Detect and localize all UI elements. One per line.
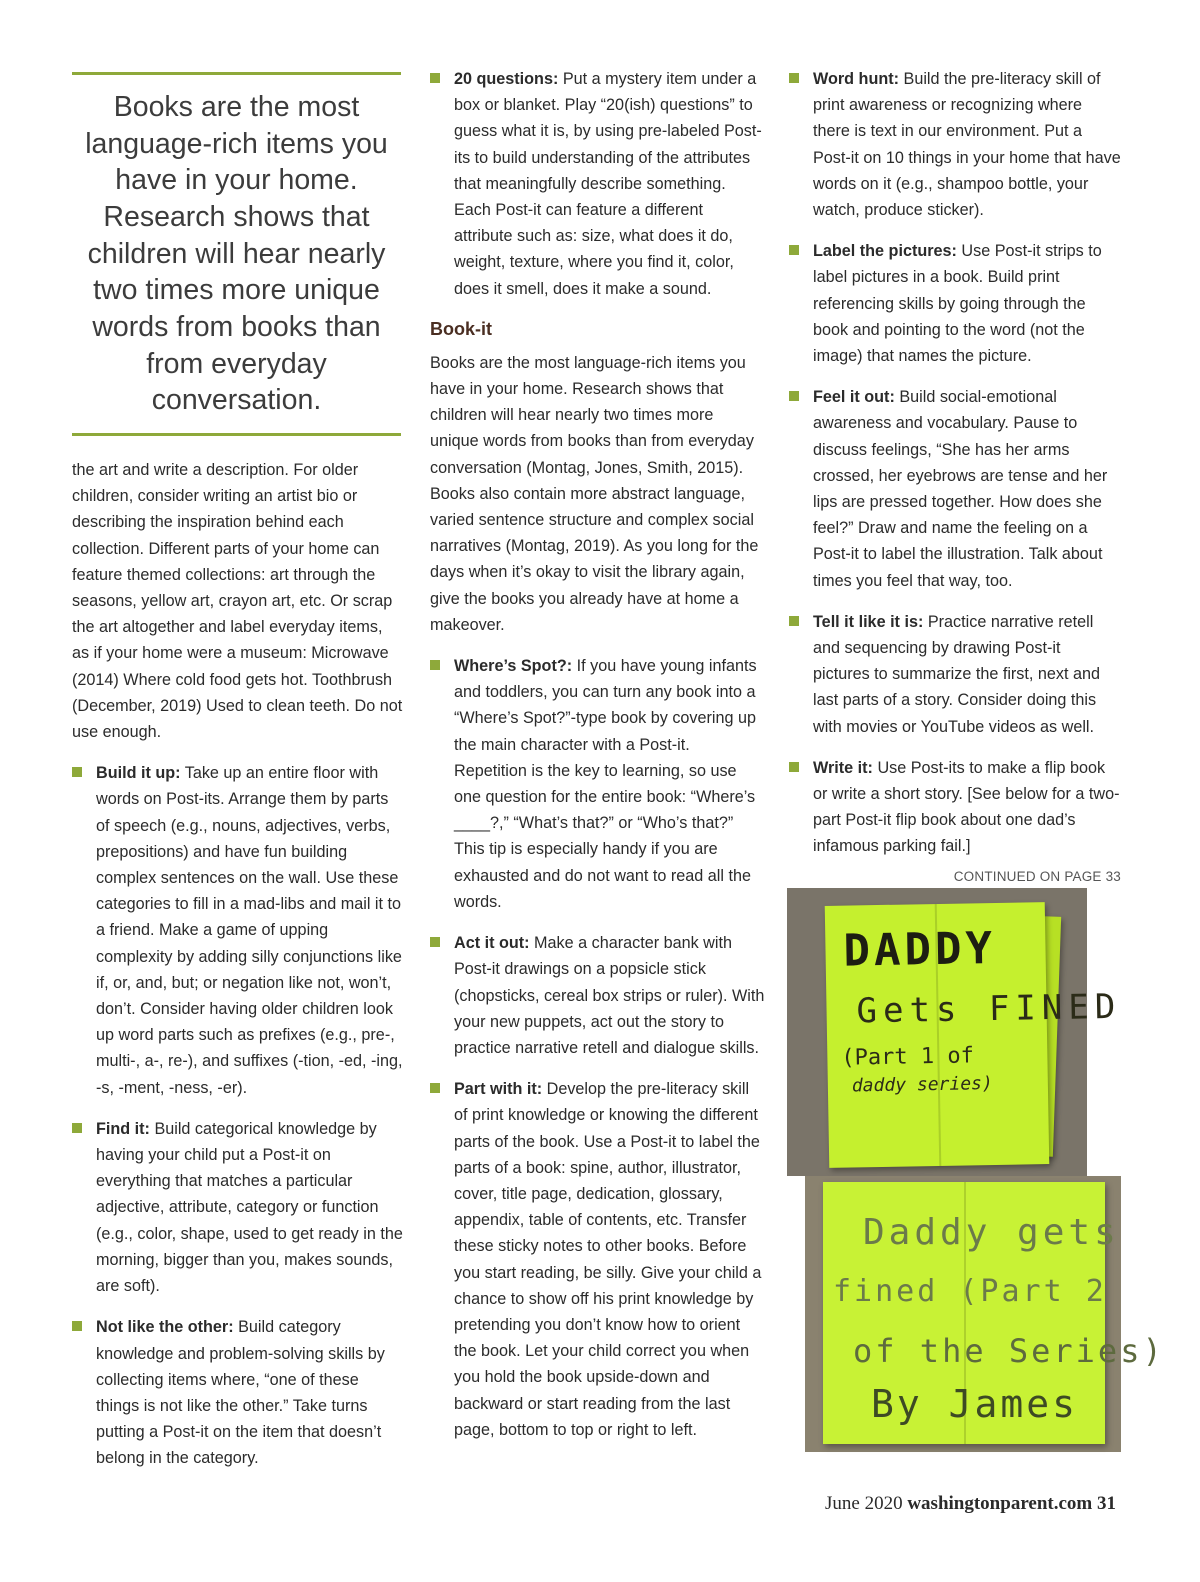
item-text: Build social-emotional awareness and vocabulary. Pause to discuss feelings, “She has her arms crossed, her eyebrows are tense and her lips are pressed together. How does she feel?” Draw and name the feeling on a Post-it to label the illustration. Talk about times you feel that way, too.: [813, 388, 1108, 590]
bullet-square-icon: [789, 391, 799, 401]
item-text: Build categorical knowledge by having your child put a Post-it on everything that matches a particular adjective, attribute, category or function (e.g., color, shape, used to get ready in the morning, bigger than you, makes sounds, are soft).: [96, 1119, 403, 1296]
list-item: [789, 755, 1121, 860]
bullet-square-icon: [72, 1123, 82, 1133]
item-text: Put a mystery item under a box or blanket. Play “20(ish) questions” to guess what it is, by using pre-labeled Post-its to build understanding of the attributes that meaningfully describe something. Each Post-it can feature a different attribute such as: size, what does it do, weight, texture, where you find it, color, does it smell, does it make a sound.: [454, 70, 762, 298]
list-item: [430, 930, 765, 1061]
post-it-note: [825, 902, 1122, 1168]
bullet-square-icon: [789, 73, 799, 83]
column-1-intro: the art and write a description. For older children, consider writing an artist bio or describing the inspiration behind each collection. Different parts of your home can feature themed collections: art through the seasons, yellow art, crayon art, etc. Or scrap the art altogether and label everyday items, as if your home were a museum: Microwave (2014) Where cold food gets hot. Toothbrush (December, 2019) Used to clean teeth. Do not use enough.: [72, 461, 403, 742]
item-text: If you have young infants and toddlers, you can turn any book into a “Where’s Spot?”-type book by covering up the main character with a Post-it. Repetition is the key to learning, so use one question for the entire book: “Where’s ____?,” “What’s that?” or “Who’s that?” This tip is especially handy if you are exhausted and do not want to read all the words.: [454, 657, 757, 911]
post-it-note: [823, 1182, 1165, 1444]
list-item: [430, 66, 765, 302]
page-number: 31: [1097, 1493, 1116, 1514]
item-text: Take up an entire floor with words on Post-its. Arrange them by parts of speech (e.g., nouns, adjectives, verbs, prepositions) and have fun building complex sentences on the wall. Use these categories to fill in a mad-libs and mail it to a friend. Make a game of upping complexity by adding silly conjunctions like if, or, and, but; or negation like not, won’t, don’t. Consider having older children look up word parts such as prefixes (e.g., pre-, multi-, a-, re-), and suffixes (-tion, -ed, -ing, -s, -ment, -ness, -er).: [96, 764, 403, 1097]
flip-book-photo-part-1: [787, 888, 1122, 1176]
item-text: Develop the pre-literacy skill of print knowledge or knowing the different parts of the book. Use a Post-it to label the parts of a book: spine, author, illustrator, cover, title page, dedication, glossary, appendix, table of contents, etc. Transfer these sticky notes to other books. Before you start reading, be silly. Give your child a chance to show off his print knowledge by pretending you don’t know how to orient the book. Let your child correct you when you hold the book upside-down and backward or start reading from the last page, bottom to top or right to left.: [454, 1080, 762, 1439]
item-term: Feel it out:: [813, 388, 895, 407]
item-text: Use Post-its to make a flip book or write a short story. [See below for a two-part Post-it flip book about one dad’s infamous parking fail.]: [813, 758, 1120, 856]
list-item: [789, 384, 1121, 594]
bullet-square-icon: [789, 245, 799, 255]
bullet-square-icon: [72, 1321, 82, 1331]
bullet-square-icon: [430, 1083, 440, 1093]
item-text: Build the pre-literacy skill of print awareness or recognizing where there is text in our environment. Put a Post-it on 10 things in your home that have words on it (e.g., shampoo bottle, your watch, produce sticker).: [813, 70, 1121, 220]
item-term: Find it:: [96, 1119, 150, 1138]
item-term: Build it up:: [96, 764, 181, 783]
bullet-square-icon: [430, 937, 440, 947]
footer-date: June 2020: [825, 1493, 903, 1514]
list-item: [430, 1076, 765, 1443]
item-text: Build category knowledge and problem-solving skills by collecting items where, “one of these things is not like the other.” Take turns putting a Post-it on the item that doesn’t belong in the category.: [96, 1318, 385, 1468]
handwritten-line: DADDY: [843, 922, 997, 977]
item-term: Part with it:: [454, 1080, 543, 1099]
item-term: Not like the other:: [96, 1318, 234, 1337]
list-item: [789, 238, 1121, 369]
continued-link[interactable]: CONTINUED ON PAGE 33: [953, 868, 1121, 884]
list-item: [789, 66, 1121, 223]
pull-quote: [72, 72, 401, 436]
item-term: Where’s Spot?:: [454, 657, 573, 676]
section-heading: Book-it: [430, 318, 492, 339]
item-term: Act it out:: [454, 934, 530, 953]
handwritten-line: fined (Part 2: [833, 1274, 1107, 1309]
bullet-square-icon: [430, 73, 440, 83]
column-1: [72, 457, 404, 1472]
footer-site[interactable]: washingtonparent.com: [907, 1493, 1093, 1514]
pull-quote-text: Books are the most language-rich items you have in your home. Research shows that children will hear nearly two times more unique words from books than from everyday conversation.: [85, 90, 388, 417]
list-item: [430, 653, 765, 915]
list-item: [789, 609, 1121, 740]
item-text: Practice narrative retell and sequencing by drawing Post-it pictures to summarize the first, next and last parts of a story. Consider doing this with movies or YouTube videos as well.: [813, 612, 1100, 736]
column-2: [430, 66, 765, 1443]
bullet-square-icon: [789, 616, 799, 626]
list-item: [72, 760, 404, 1101]
flip-book-photo-part-2: [805, 1176, 1165, 1452]
list-item: [72, 1314, 404, 1471]
section-paragraph: Books are the most language-rich items you have in your home. Research shows that children will hear nearly two times more unique words from books than from everyday conversation (Montag, Jones, Smith, 2015). Books also contain more abstract language, varied sentence structure and complex social narratives (Montag, 2019). As you long for the days when it’s okay to visit the library again, give the books you already have at home a makeover.: [430, 353, 759, 634]
handwritten-line: of the Series): [853, 1332, 1165, 1370]
item-term: Label the pictures:: [813, 242, 957, 261]
list-item: [72, 1116, 404, 1299]
item-term: 20 questions:: [454, 70, 559, 88]
item-term: Write it:: [813, 758, 873, 777]
bullet-square-icon: [72, 767, 82, 777]
item-term: Tell it like it is:: [813, 612, 924, 631]
handwritten-line: Daddy gets: [863, 1212, 1120, 1253]
item-term: Word hunt:: [813, 70, 900, 88]
handwritten-line: (Part 1 of: [841, 1043, 975, 1071]
column-3: [789, 66, 1121, 890]
page-footer: [825, 1493, 1116, 1515]
item-text: Make a character bank with Post-it drawings on a popsicle stick (chopsticks, cereal box strips or ruler). With your new puppets, act out the story to practice narrative retell and dialogue skills.: [454, 934, 765, 1057]
handwritten-line: Gets FINED: [856, 986, 1122, 1032]
handwritten-line: daddy series): [851, 1073, 993, 1097]
item-text: Use Post-it strips to label pictures in a book. Build print referencing skills by going through the book and pointing to the word (not the image) that names the picture.: [813, 242, 1102, 366]
handwritten-line: By James: [871, 1382, 1079, 1426]
bullet-square-icon: [789, 762, 799, 772]
bullet-square-icon: [430, 660, 440, 670]
